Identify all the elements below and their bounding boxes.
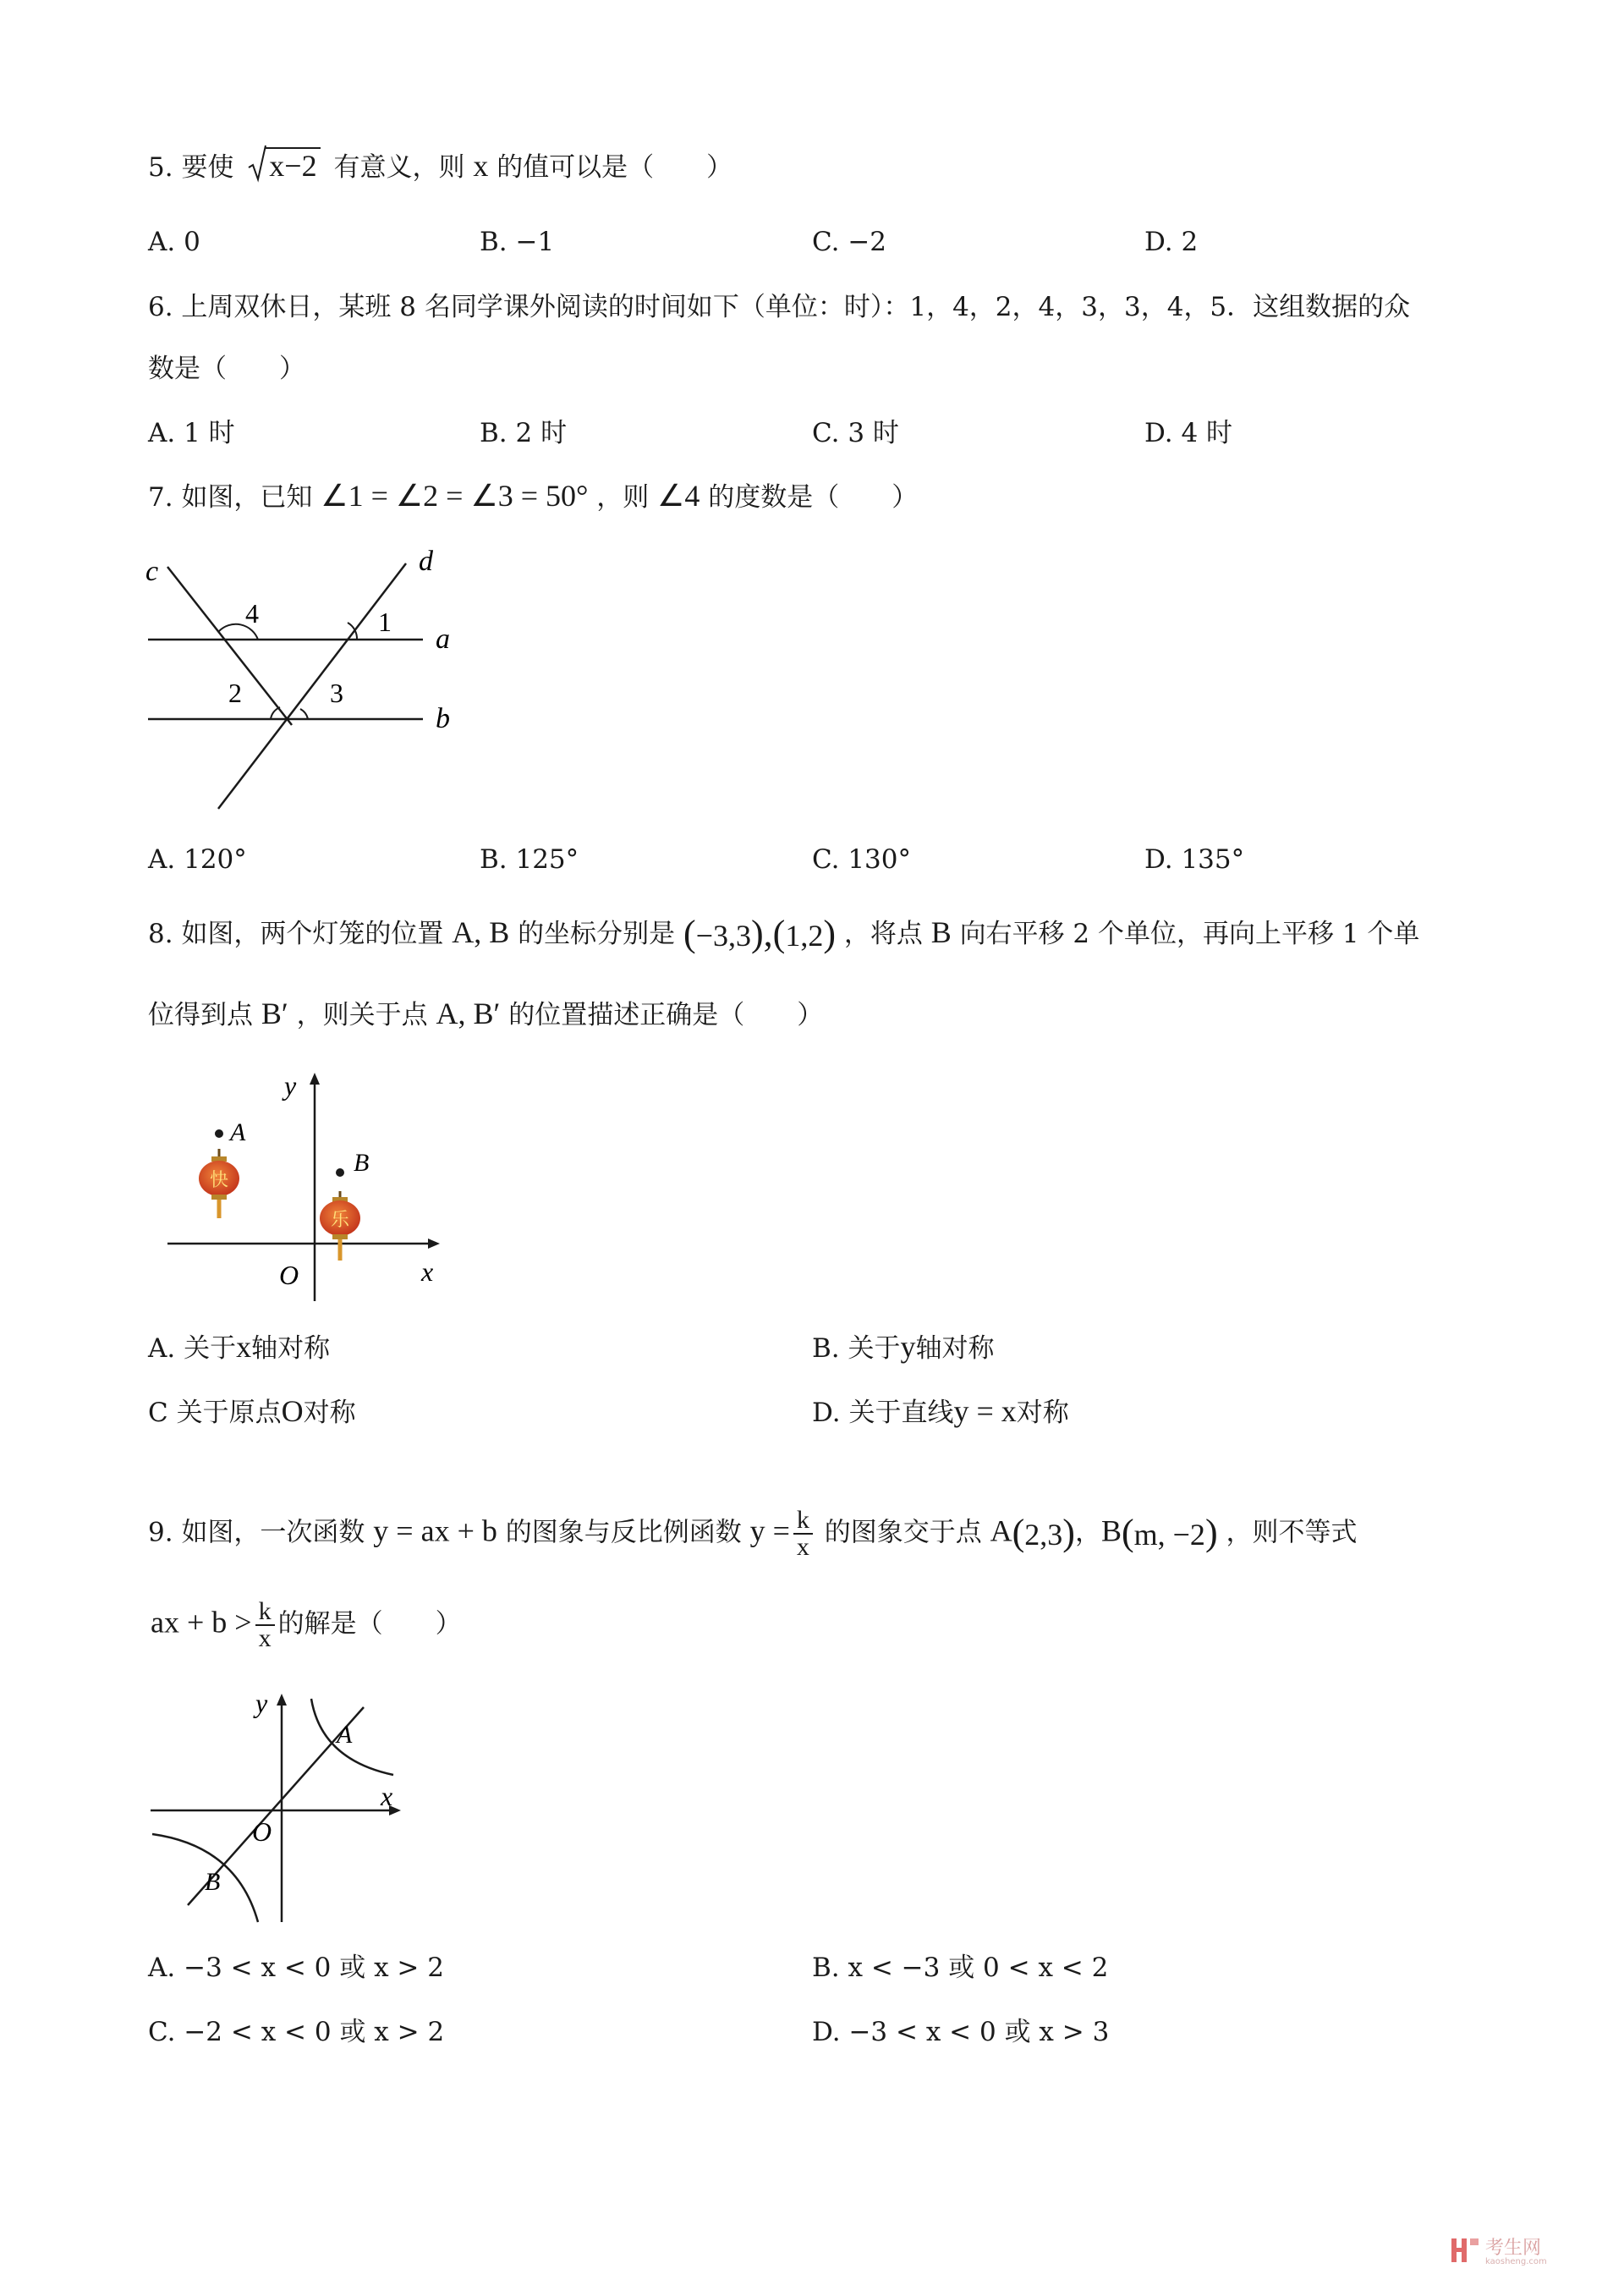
q9-text-post2: 的解是（ ） [277,1608,462,1640]
q9-text-post: ，则不等式 [1226,1517,1358,1548]
q8-option-b-pre: B. 关于 [812,1333,901,1364]
label-origin: O [252,1816,272,1847]
q8-option-d-post: 对称 [1016,1398,1069,1428]
q8-option-c-pre: C 关于原点 [148,1398,282,1428]
label-angle-1: 1 [378,607,392,637]
q8-line2-pre: 位得到点 [148,1000,253,1030]
q9-coord-a-value: 2,3 [1024,1517,1063,1552]
watermark [1450,2233,1568,2271]
q9-text-mid: 的图象与反比例函数 [505,1517,742,1548]
q5-var: x [473,149,489,183]
q7-stem [148,479,918,514]
q7-option-c[interactable]: C. 130° [812,844,911,875]
watermark-site: kaosheng.com [1485,2257,1547,2266]
q7-math2: ∠4 [657,479,700,513]
x-axis-arrow-icon [428,1239,440,1249]
radical-sign-icon [247,144,267,183]
q9-option-a[interactable]: A. −3 < x < 0 或 x > 2 [148,1953,444,1983]
label-x: x [421,1256,434,1287]
q8-points2: A, B′ [436,997,501,1030]
q6-option-d[interactable]: D. 4 时 [1144,418,1233,448]
frac2-num: k [255,1599,275,1626]
q9-text-pre: 如图，一次函数 [181,1517,365,1548]
q7-figure [135,541,474,821]
q8-option-b-var: y [900,1330,916,1364]
hyperbola-branch-1 [311,1699,393,1775]
point-b [336,1168,344,1177]
q8-option-b[interactable] [812,1330,995,1365]
q8-option-d-var: y = x [953,1394,1017,1428]
label-d: d [419,546,433,577]
lantern-a-char: 快 [209,1169,229,1190]
q5-option-d[interactable]: D. 2 [1144,227,1199,257]
q8-text-pre: 如图，两个灯笼的位置 [181,919,444,949]
q7-option-b[interactable]: B. 125° [480,844,579,875]
q9-inequality-lhs: ax + b > [151,1605,252,1640]
label-c: c [145,556,159,587]
q8-coord-b-value: 1,2 [785,919,824,953]
watermark-brand: 考生网 [1485,2238,1542,2259]
q9-inverse-lhs: y = [749,1513,790,1548]
q9-option-b[interactable]: B. x < −3 或 0 < x < 2 [812,1953,1109,1983]
q8-line2-post: 的位置描述正确是（ ） [508,1000,824,1030]
q5-number: 5. [148,152,173,183]
q9-stem-line1: 9. 如图，一次函数 y = ax + b 的图象与反比例函数 y = $\frac{k}{x}$ 的图象交于点 A(2,3)，B(m, −2) ，则不等式 [148,1506,1358,1561]
lantern-b-icon [320,1191,360,1261]
q5-option-a[interactable]: A. 0 [148,227,200,257]
angle-3-arc [300,709,308,719]
q9-figure [144,1684,423,1929]
lantern-a-icon [199,1149,239,1218]
q7-text-post: ，则 [596,482,650,513]
q5-text-pre: 要使 [181,152,234,183]
q8-option-c[interactable] [148,1394,356,1430]
q7-number: 7. [148,482,173,513]
q9-fraction-k-over-x [793,1508,813,1560]
q6-option-b[interactable]: B. 2 时 [480,418,568,448]
q7-math: ∠1 = ∠2 = ∠3 = 50° [321,479,589,513]
q9-coord-b-value: m, −2 [1133,1517,1205,1552]
q8-point-b: B [930,915,952,949]
q8-points: A, B [452,915,510,949]
q5-radicand: x−2 [266,147,320,183]
q8-coord-a-value: −3,3 [695,919,751,953]
q9-linear-function: y = ax + b [373,1513,497,1548]
q7-option-a[interactable]: A. 120° [148,844,247,875]
label-y: y [255,1688,268,1718]
q8-option-b-post: 轴对称 [915,1333,995,1364]
label-b: b [436,703,450,734]
q7-option-d[interactable]: D. 135° [1144,844,1245,875]
q9-fraction2-k-over-x [255,1599,275,1651]
q6-option-a[interactable]: A. 1 时 [148,418,235,448]
label-a: A [337,1721,353,1749]
q8-option-d-pre: D. 关于直线 [812,1398,954,1428]
frac-den: x [796,1533,809,1561]
y-axis-arrow-icon [277,1694,287,1706]
q9-option-c[interactable]: C. −2 < x < 0 或 x > 2 [148,2017,445,2047]
q9-point-a: A [990,1513,1012,1548]
q6-option-c[interactable]: C. 3 时 [812,418,899,448]
q7-text-pre: 如图，已知 [181,482,313,513]
q8-stem-line2 [148,997,823,1032]
q8-option-d[interactable] [812,1394,1069,1430]
label-a: a [436,623,450,655]
q9-coord-b: (m, −2) [1121,1511,1218,1553]
q8-option-a-post: 轴对称 [251,1333,331,1364]
q8-line2-mid: ，则关于点 [296,1000,428,1030]
q7-text-post2: 的度数是（ ） [708,482,919,513]
q8-number: 8. [148,919,173,949]
y-axis-arrow-icon [310,1073,320,1085]
point-a [215,1129,223,1138]
q8-option-c-var: O [281,1394,304,1428]
label-angle-2: 2 [228,678,242,708]
q8-option-a[interactable] [148,1330,330,1365]
q8-option-a-pre: A. 关于 [148,1333,237,1364]
label-y: y [284,1070,297,1101]
frac2-den: x [258,1624,272,1652]
q9-option-d[interactable]: D. −3 < x < 0 或 x > 3 [812,2017,1110,2047]
label-x: x [381,1781,393,1811]
q9-number: 9. [148,1517,173,1548]
q6-stem-line1: 6. 上周双休日，某班 8 名同学课外阅读的时间如下（单位：时）：1，4，2，4，3，3，4，5．这组数据的众 [148,292,1411,322]
q8-option-a-var: x [236,1330,252,1364]
q5-text-post: 有意义，则 [333,152,465,183]
q8-stem-line1 [148,915,1419,953]
label-b: B [205,1868,221,1896]
q5-option-c[interactable]: C. −2 [812,227,887,257]
q8-figure [152,1064,457,1310]
watermark-logo-icon [1450,2235,1480,2266]
q8-text-post: ，将点 [843,919,923,949]
q9-coord-a: (2,3) [1012,1511,1075,1553]
label-angle-3: 3 [330,678,343,708]
q5-text-post2: 的值可以是（ ） [497,152,733,183]
q5-radical [247,149,320,184]
q5-option-b[interactable]: B. −1 [480,227,555,257]
q5-stem [148,149,732,184]
q8-text-mid: 的坐标分别是 [518,919,676,949]
frac-num: k [793,1508,813,1535]
q9-stem-line2 [151,1599,462,1651]
label-origin: O [279,1260,299,1290]
q8-point-bprime: B′ [261,997,288,1030]
q9-point-b: B [1100,1513,1122,1548]
label-b: B [354,1149,370,1177]
lantern-b-char: 乐 [330,1209,350,1230]
q8-coord-a: (−3,3),(1,2) [683,913,836,954]
q6-stem-line2: 数是（ ） [148,354,305,384]
q8-option-c-post: 对称 [303,1398,356,1428]
q8-text-post2: 向右平移 2 个单位，再向上平移 1 个单 [959,919,1420,949]
label-a: A [230,1118,246,1146]
label-angle-4: 4 [245,598,259,629]
q9-text-mid2: 的图象交于点 [824,1517,982,1548]
